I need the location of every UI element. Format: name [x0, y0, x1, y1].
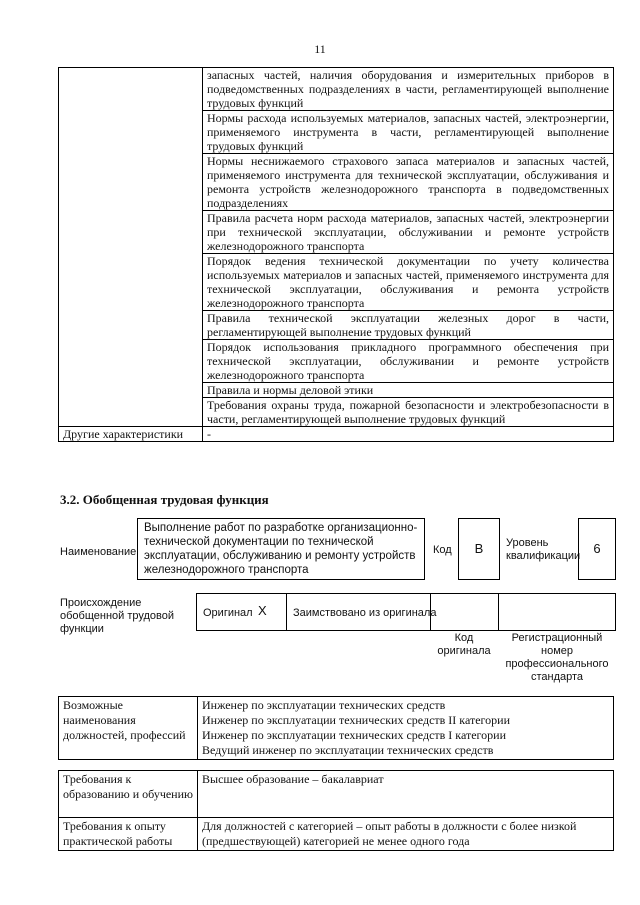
- table-row: [59, 427, 614, 442]
- name-label: Наименование: [60, 546, 137, 558]
- level-box: [578, 518, 616, 580]
- position-item: Инженер по эксплуатации технических средств I категории: [202, 728, 507, 742]
- table-row: [59, 68, 614, 111]
- requirements-table: [58, 770, 614, 851]
- level-value: 6: [593, 541, 601, 556]
- table-cell: Правила технической эксплуатации железных дорог в части, регламентирующей выполнение трудовых функций: [203, 311, 614, 340]
- section-heading: 3.2. Обобщенная трудовая функция: [60, 492, 269, 507]
- positions-values: [198, 697, 614, 760]
- positions-label: Возможные наименования должностей, профессий: [59, 697, 198, 760]
- name-value: Выполнение работ по разработке организационно-технической документации по технической эксплуатации, обслуживанию и ремонту устройств железнодорожного транспорта: [144, 522, 418, 576]
- experience-label: Требования к опыту практической работы: [59, 818, 198, 851]
- code-value: B: [474, 541, 484, 556]
- origin-label: Происхождение обобщенной трудовой функции: [60, 597, 175, 635]
- table-row: [59, 818, 614, 851]
- level-label: Уровень квалификации: [506, 537, 581, 562]
- table-cell: Правила расчета норм расхода материалов, запасных частей, электроэнергии при технической эксплуатации, обслуживании и ремонте устройств железнодорожного транспорта: [203, 211, 614, 254]
- divider: [498, 593, 499, 630]
- other-characteristics-value: -: [203, 427, 614, 442]
- reg-number-label: Регистрационный номер профессионального стандарта: [505, 632, 609, 683]
- positions-table: [58, 696, 614, 760]
- education-label: Требования к образованию и обучению: [59, 771, 198, 818]
- other-characteristics-label: Другие характеристики: [59, 427, 203, 442]
- education-value: Высшее образование – бакалавриат: [198, 771, 614, 818]
- table-cell: запасных частей, наличия оборудования и измерительных приборов в подведомственных подразделениях в части, регламентирующей выполнение трудовых функций: [203, 68, 614, 111]
- table-cell: Требования охраны труда, пожарной безопасности и электробезопасности в части, регламентирующей выполнение трудовых функций: [203, 398, 614, 427]
- table-cell: Нормы неснижаемого страхового запаса материалов и запасных частей, применяемого инструмента для технической эксплуатации, обслуживания и ремонта устройств железнодорожного транспорта в подведомственных подразделениях: [203, 154, 614, 211]
- table-cell-empty: [59, 68, 203, 427]
- page-number: 11: [314, 42, 326, 56]
- original-label: Оригинал: [203, 607, 253, 619]
- position-item: Ведущий инженер по эксплуатации технических средств: [202, 743, 494, 757]
- table-row: [59, 697, 614, 760]
- table-cell: Порядок ведения технической документации по учету количества используемых материалов и запасных частей, применяемого инструмента для технической эксплуатации, обслуживания и ремонта устройств железнодорожного транспорта: [203, 254, 614, 311]
- code-original-label: Код оригинала: [437, 632, 491, 657]
- code-box: [458, 518, 500, 580]
- divider: [286, 593, 287, 630]
- table-cell: Правила и нормы деловой этики: [203, 383, 614, 398]
- knowledge-table: [58, 67, 614, 442]
- code-label: Код: [433, 544, 452, 556]
- experience-value: Для должностей с категорией – опыт работы в должности с более низкой (предшествующей) категорией не менее одного года: [198, 818, 614, 851]
- name-box: [137, 518, 425, 580]
- table-row: [59, 771, 614, 818]
- table-cell: Порядок использования прикладного программного обеспечения при технической эксплуатации, обслуживании и ремонте устройств железнодорожного транспорта: [203, 340, 614, 383]
- position-item: Инженер по эксплуатации технических средств: [202, 698, 446, 712]
- table-cell: Нормы расхода используемых материалов, запасных частей, электроэнергии, применяемого инструмента в части, регламентирующей выполнение трудовых функций: [203, 111, 614, 154]
- original-mark: X: [258, 603, 267, 618]
- borrowed-label: Заимствовано из оригинала: [293, 607, 437, 619]
- position-item: Инженер по эксплуатации технических средств II категории: [202, 713, 510, 727]
